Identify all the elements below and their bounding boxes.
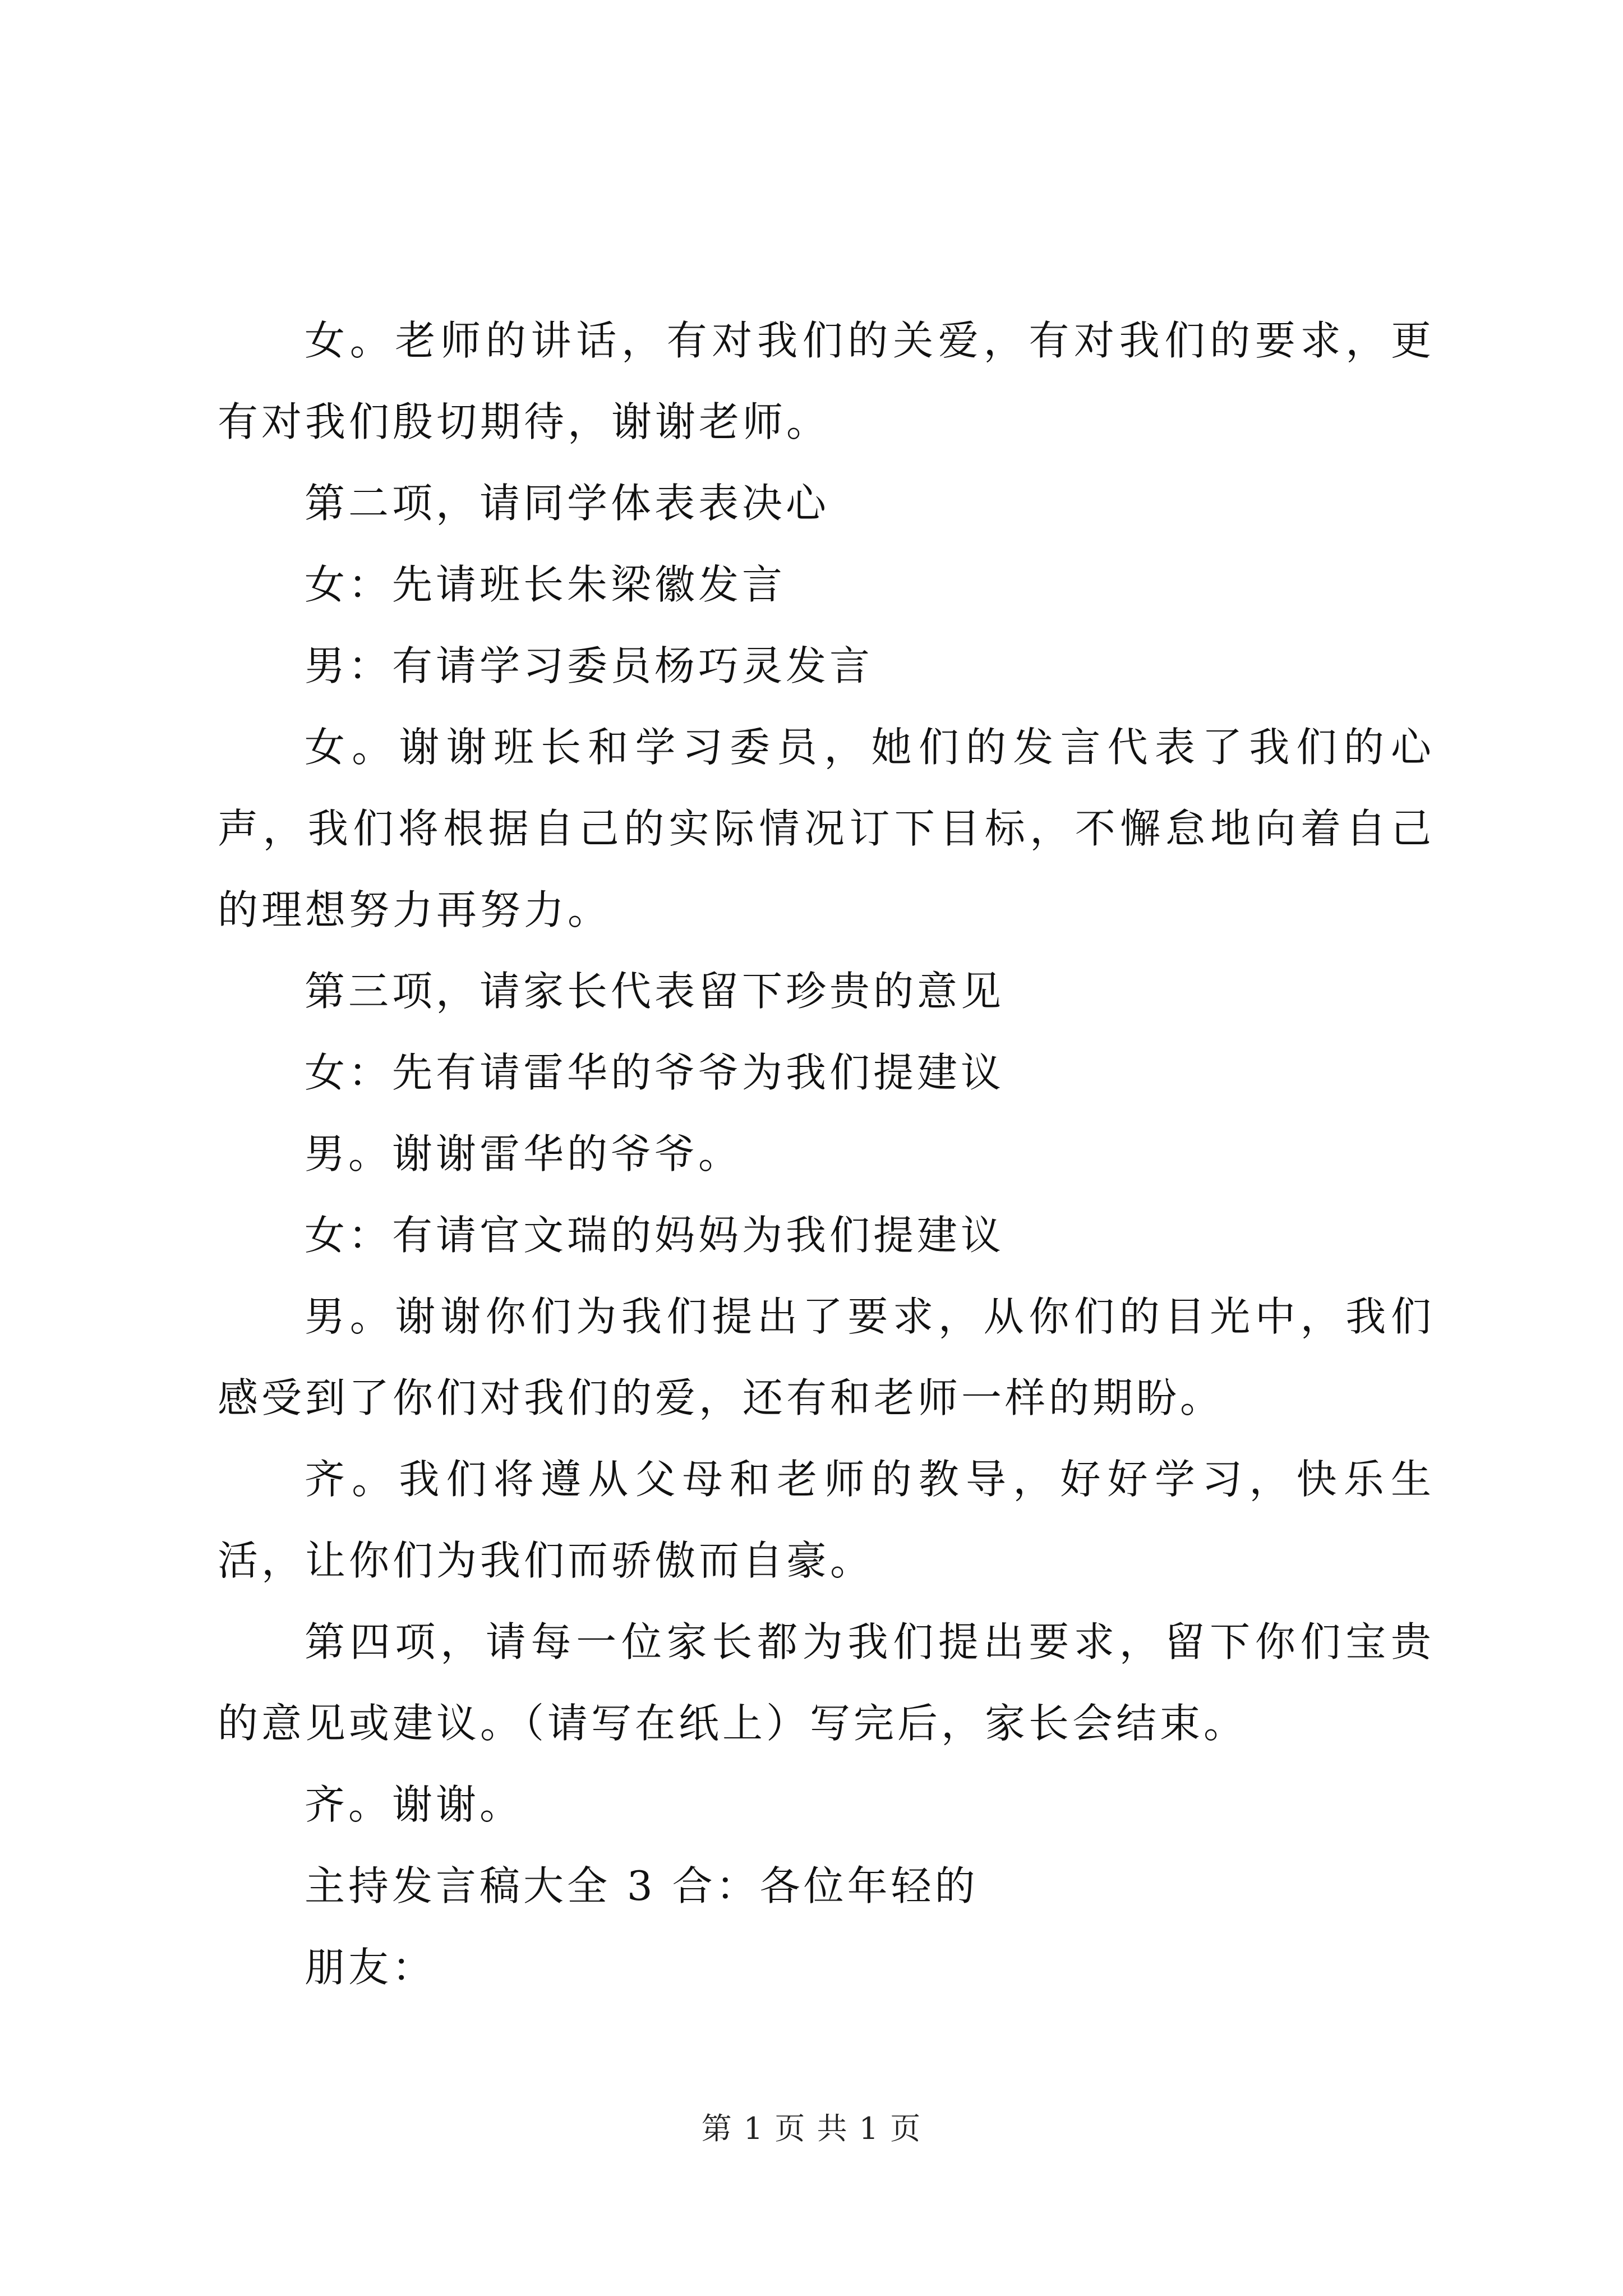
paragraph: 男。谢谢你们为我们提出了要求，从你们的目光中，我们感受到了你们对我们的爱，还有和老师一样的期盼。 xyxy=(218,1293,1435,1421)
paragraph: 朋友： xyxy=(305,1944,436,1991)
paragraph: 齐。我们将遵从父母和老师的教导，好好学习，快乐生活，让你们为我们而骄傲而自豪。 xyxy=(218,1456,1435,1584)
paragraph: 女。谢谢班长和学习委员，她们的发言代表了我们的心声，我们将根据自己的实际情况订下目标，不懈怠地向着自己的理想努力再努力。 xyxy=(218,724,1435,933)
paragraph: 女：有请官文瑞的妈妈为我们提建议 xyxy=(305,1212,1005,1259)
page-footer: 第 1 页 共 1 页 xyxy=(701,2111,922,2146)
paragraph: 第四项，请每一位家长都为我们提出要求，留下你们宝贵的意见或建议。（请写在纸上）写完后，家长会结束。 xyxy=(218,1618,1435,1747)
paragraph: 第三项，请家长代表留下珍贵的意见 xyxy=(305,968,1005,1015)
paragraph: 女：先有请雷华的爷爷为我们提建议 xyxy=(305,1049,1005,1096)
document-body xyxy=(218,300,1435,2008)
paragraph: 男。谢谢雷华的爷爷。 xyxy=(305,1130,743,1177)
paragraph: 主持发言稿大全 3 合：各位年轻的 xyxy=(305,1862,979,1910)
paragraph: 女：先请班长朱梁徽发言 xyxy=(305,561,786,608)
paragraph: 女。老师的讲话，有对我们的关爱，有对我们的要求，更有对我们殷切期待，谢谢老师。 xyxy=(218,317,1435,445)
paragraph: 第二项，请同学体表表决心 xyxy=(305,480,830,527)
paragraph: 男：有请学习委员杨巧灵发言 xyxy=(305,642,874,689)
paragraph: 齐。谢谢。 xyxy=(305,1781,524,1828)
